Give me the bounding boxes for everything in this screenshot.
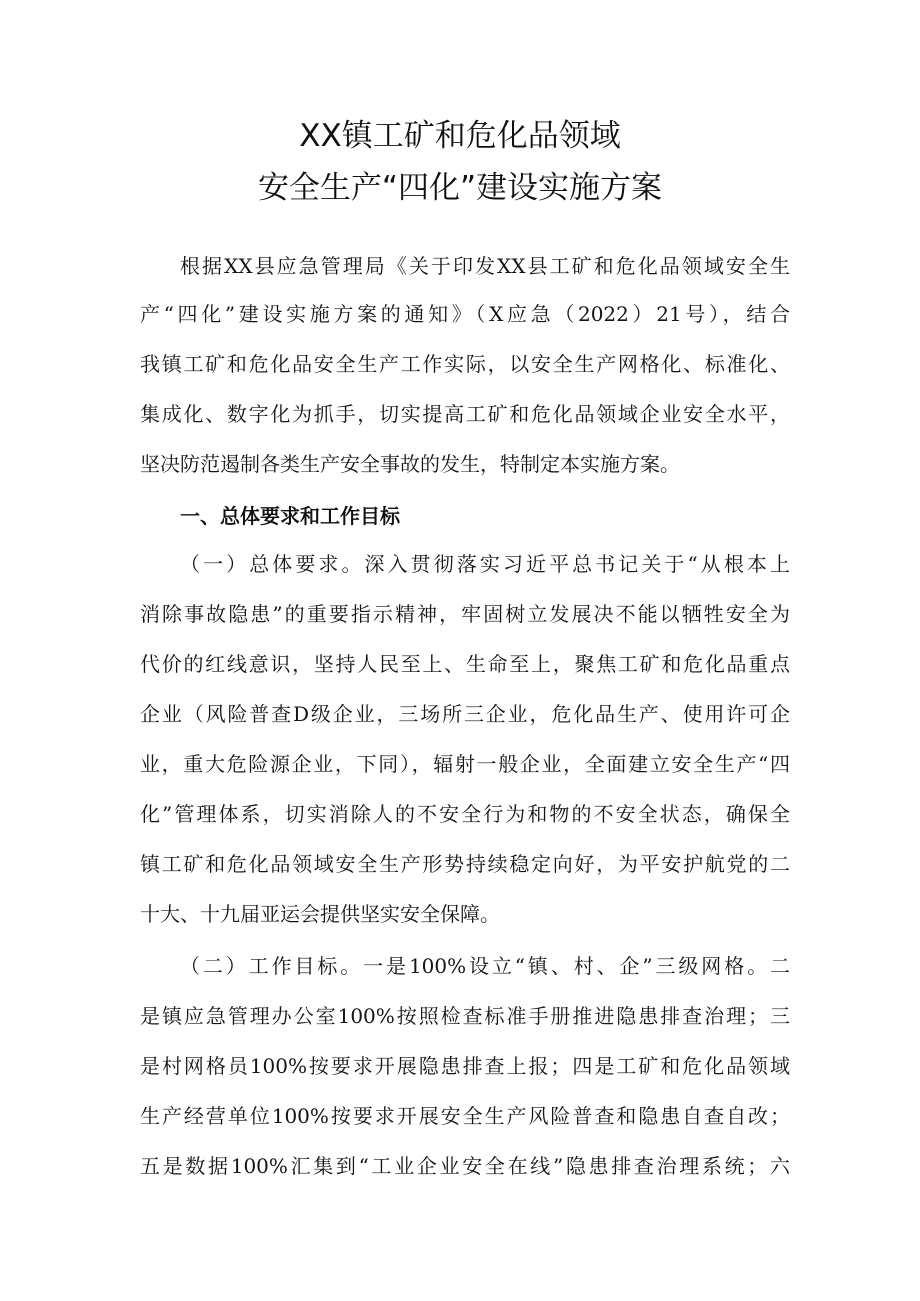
- document-title-line-2: 安全生产“四化”建设实施方案: [257, 170, 663, 206]
- body-paragraph-line: 企业（风险普查D级企业，三场所三企业，危化品生产、使用许可企: [140, 702, 790, 726]
- body-paragraph-line: 生产经营单位100%按要求开展安全生产风险普查和隐患自查自改；: [140, 1104, 790, 1128]
- document-title-line-1: XX镇工矿和危化品领域: [299, 118, 621, 154]
- body-paragraph-line: 消除事故隐患”的重要指示精神，牢固树立发展决不能以牺牲安全为: [140, 602, 790, 626]
- body-paragraph-line: 化”管理体系，切实消除人的不安全行为和物的不安全状态，确保全: [140, 802, 790, 826]
- body-paragraph-line: 是村网格员100%按要求开展隐患排查上报；四是工矿和危化品领域: [140, 1054, 790, 1078]
- body-paragraph-line: （一）总体要求。深入贯彻落实习近平总书记关于“从根本上: [180, 552, 790, 576]
- intro-paragraph-line: 产“四化”建设实施方案的通知》（X应急（2022）21号），结合: [140, 302, 790, 326]
- body-paragraph-line: 业，重大危险源企业，下同），辐射一般企业，全面建立安全生产“四: [140, 752, 790, 776]
- body-paragraph-line: 代价的红线意识，坚持人民至上、生命至上，聚焦工矿和危化品重点: [140, 652, 790, 676]
- body-paragraph-line: 是镇应急管理办公室100%按照检查标准手册推进隐患排查治理；三: [140, 1004, 790, 1028]
- intro-paragraph-line: 我镇工矿和危化品安全生产工作实际，以安全生产网格化、标准化、: [140, 352, 790, 376]
- intro-paragraph-line: 集成化、数字化为抓手，切实提高工矿和危化品领域企业安全水平，: [140, 402, 790, 426]
- body-paragraph-line: 镇工矿和危化品领域安全生产形势持续稳定向好，为平安护航党的二: [140, 852, 790, 876]
- intro-paragraph-line: 坚决防范遏制各类生产安全事故的发生，特制定本实施方案。: [140, 452, 680, 476]
- body-paragraph-line: 五是数据100%汇集到“工业企业安全在线”隐患排查治理系统；六: [140, 1154, 790, 1178]
- body-paragraph-line: 十大、十九届亚运会提供坚实安全保障。: [140, 902, 500, 926]
- section-heading: 一、总体要求和工作目标: [180, 504, 400, 528]
- body-paragraph-line: （二）工作目标。一是100%设立“镇、村、企”三级网格。二: [180, 954, 790, 978]
- intro-paragraph-line: 根据XX县应急管理局《关于印发XX县工矿和危化品领域安全生: [180, 254, 790, 278]
